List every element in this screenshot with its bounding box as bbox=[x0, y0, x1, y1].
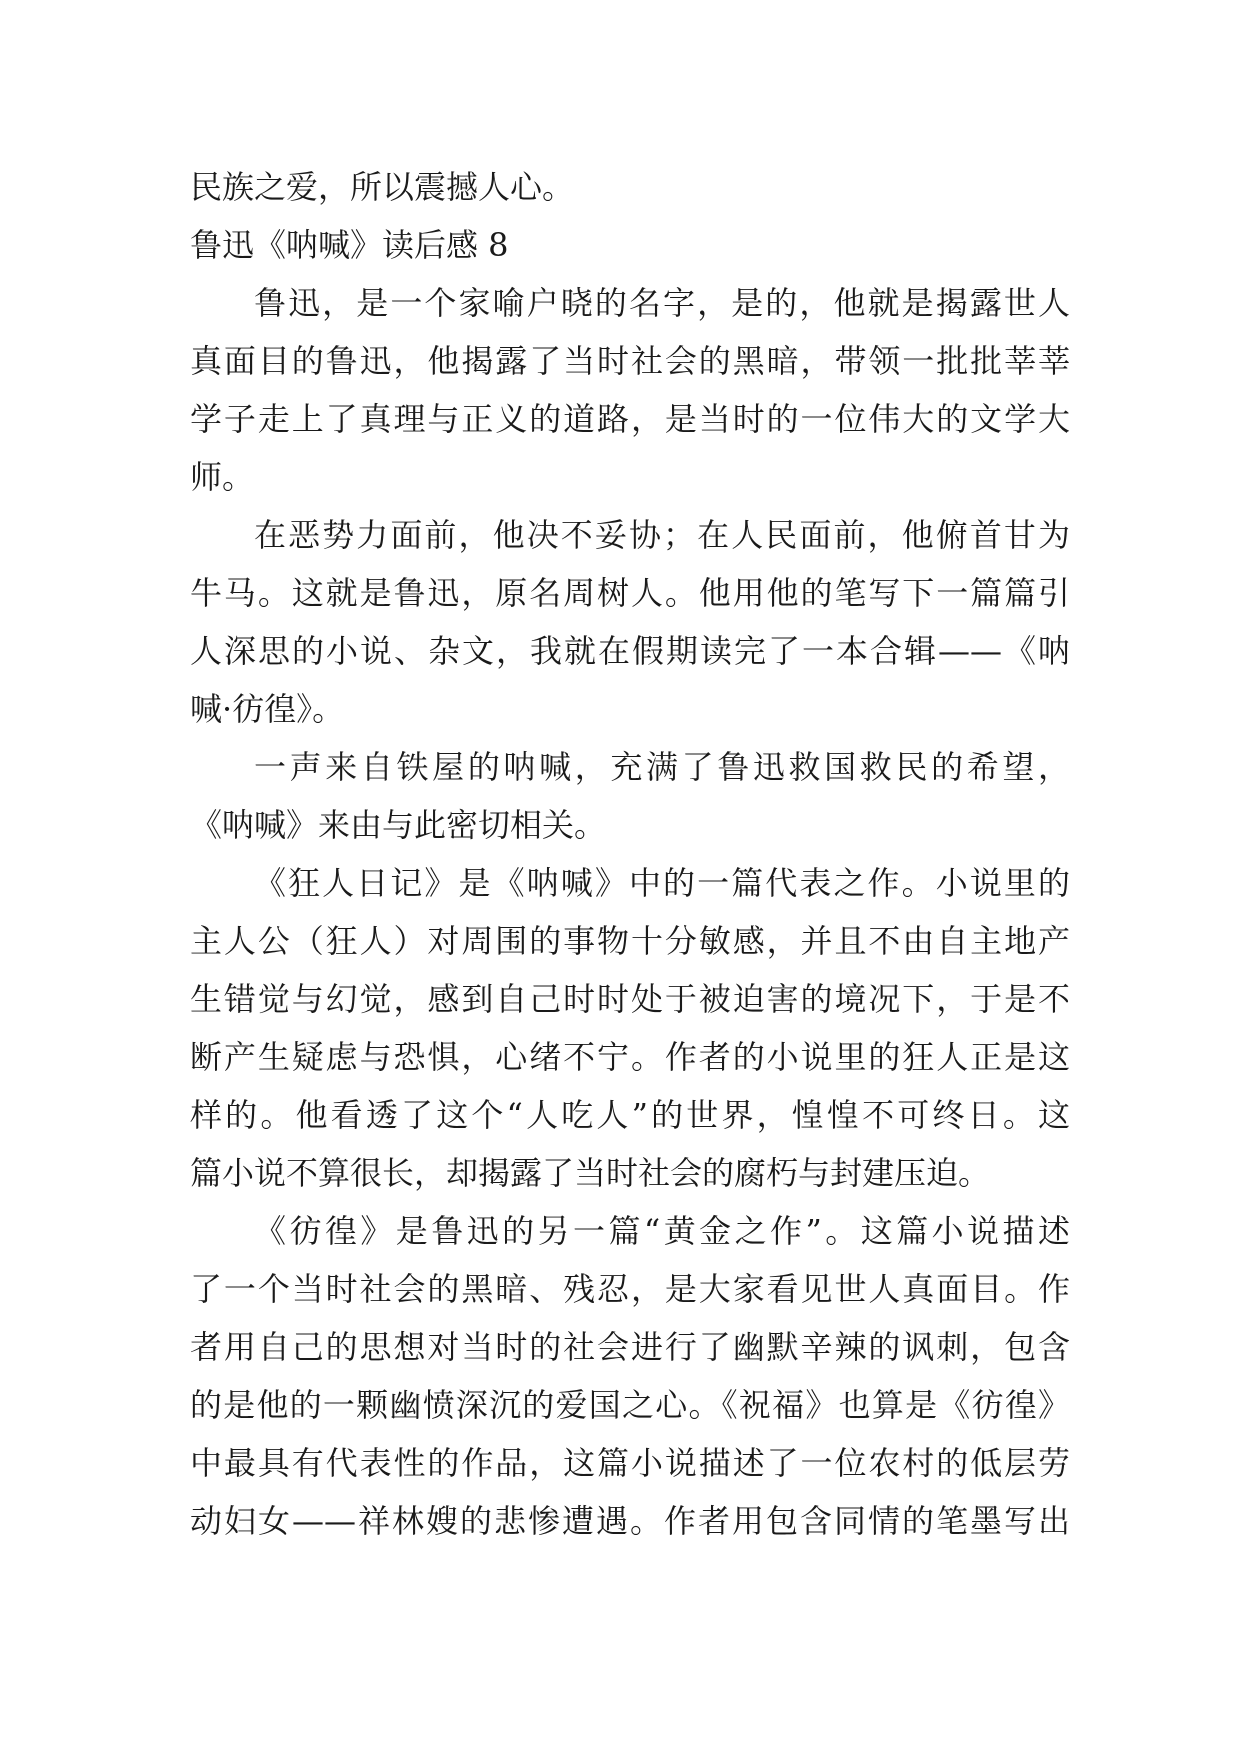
paragraph-line: 人深思的小说、杂文，我就在假期读完了一本合辑——《呐 bbox=[190, 632, 1070, 670]
paragraph-line: 者用自己的思想对当时的社会进行了幽默辛辣的讽刺，包含 bbox=[190, 1328, 1070, 1366]
paragraph-line: 鲁迅，是一个家喻户晓的名字，是的，他就是揭露世人 bbox=[254, 284, 1070, 322]
paragraph-line: 《呐喊》来由与此密切相关。 bbox=[190, 806, 607, 844]
paragraph bbox=[190, 854, 1070, 1202]
paragraph-line: 《彷徨》是鲁迅的另一篇“黄金之作”。这篇小说描述 bbox=[254, 1212, 1070, 1250]
paragraph bbox=[190, 506, 1070, 738]
paragraph bbox=[190, 1202, 1070, 1550]
paragraph-line: 师。 bbox=[190, 458, 255, 496]
document-body bbox=[190, 158, 1070, 1550]
paragraph-line: 中最具有代表性的作品，这篇小说描述了一位农村的低层劳 bbox=[190, 1444, 1070, 1482]
continuation-line: 民族之爱，所以震撼人心。 bbox=[190, 168, 575, 206]
paragraph-line: 学子走上了真理与正义的道路，是当时的一位伟大的文学大 bbox=[190, 400, 1070, 438]
paragraph-line: 动妇女——祥林嫂的悲惨遭遇。作者用包含同情的笔墨写出 bbox=[190, 1502, 1070, 1540]
paragraph-line: 断产生疑虑与恐惧，心绪不宁。作者的小说里的狂人正是这 bbox=[190, 1038, 1070, 1076]
paragraph-line: 真面目的鲁迅，他揭露了当时社会的黑暗，带领一批批莘莘 bbox=[190, 342, 1070, 380]
paragraph-line: 一声来自铁屋的呐喊，充满了鲁迅救国救民的希望， bbox=[254, 748, 1070, 786]
paragraph-line: 的是他的一颗幽愤深沉的爱国之心。《祝福》也算是《彷徨》 bbox=[190, 1386, 1070, 1424]
paragraph-line: 在恶势力面前，他决不妥协；在人民面前，他俯首甘为 bbox=[254, 516, 1070, 554]
paragraph-line: 牛马。这就是鲁迅，原名周树人。他用他的笔写下一篇篇引 bbox=[190, 574, 1070, 612]
paragraph-line: 喊·彷徨》。 bbox=[190, 690, 345, 728]
paragraph-line: 篇小说不算很长，却揭露了当时社会的腐朽与封建压迫。 bbox=[190, 1154, 991, 1192]
paragraph-line: 《狂人日记》是《呐喊》中的一篇代表之作。小说里的 bbox=[254, 864, 1070, 902]
paragraph-line: 了一个当时社会的黑暗、残忍，是大家看见世人真面目。作 bbox=[190, 1270, 1070, 1308]
paragraph-line: 主人公（狂人）对周围的事物十分敏感，并且不由自主地产 bbox=[190, 922, 1070, 960]
paragraph bbox=[190, 274, 1070, 506]
paragraph-line: 生错觉与幻觉，感到自己时时处于被迫害的境况下，于是不 bbox=[190, 980, 1070, 1018]
paragraph-line: 样的。他看透了这个“人吃人”的世界，惶惶不可终日。这 bbox=[190, 1096, 1070, 1134]
section-heading: 鲁迅《呐喊》读后感 8 bbox=[190, 226, 509, 264]
paragraph bbox=[190, 738, 1070, 854]
